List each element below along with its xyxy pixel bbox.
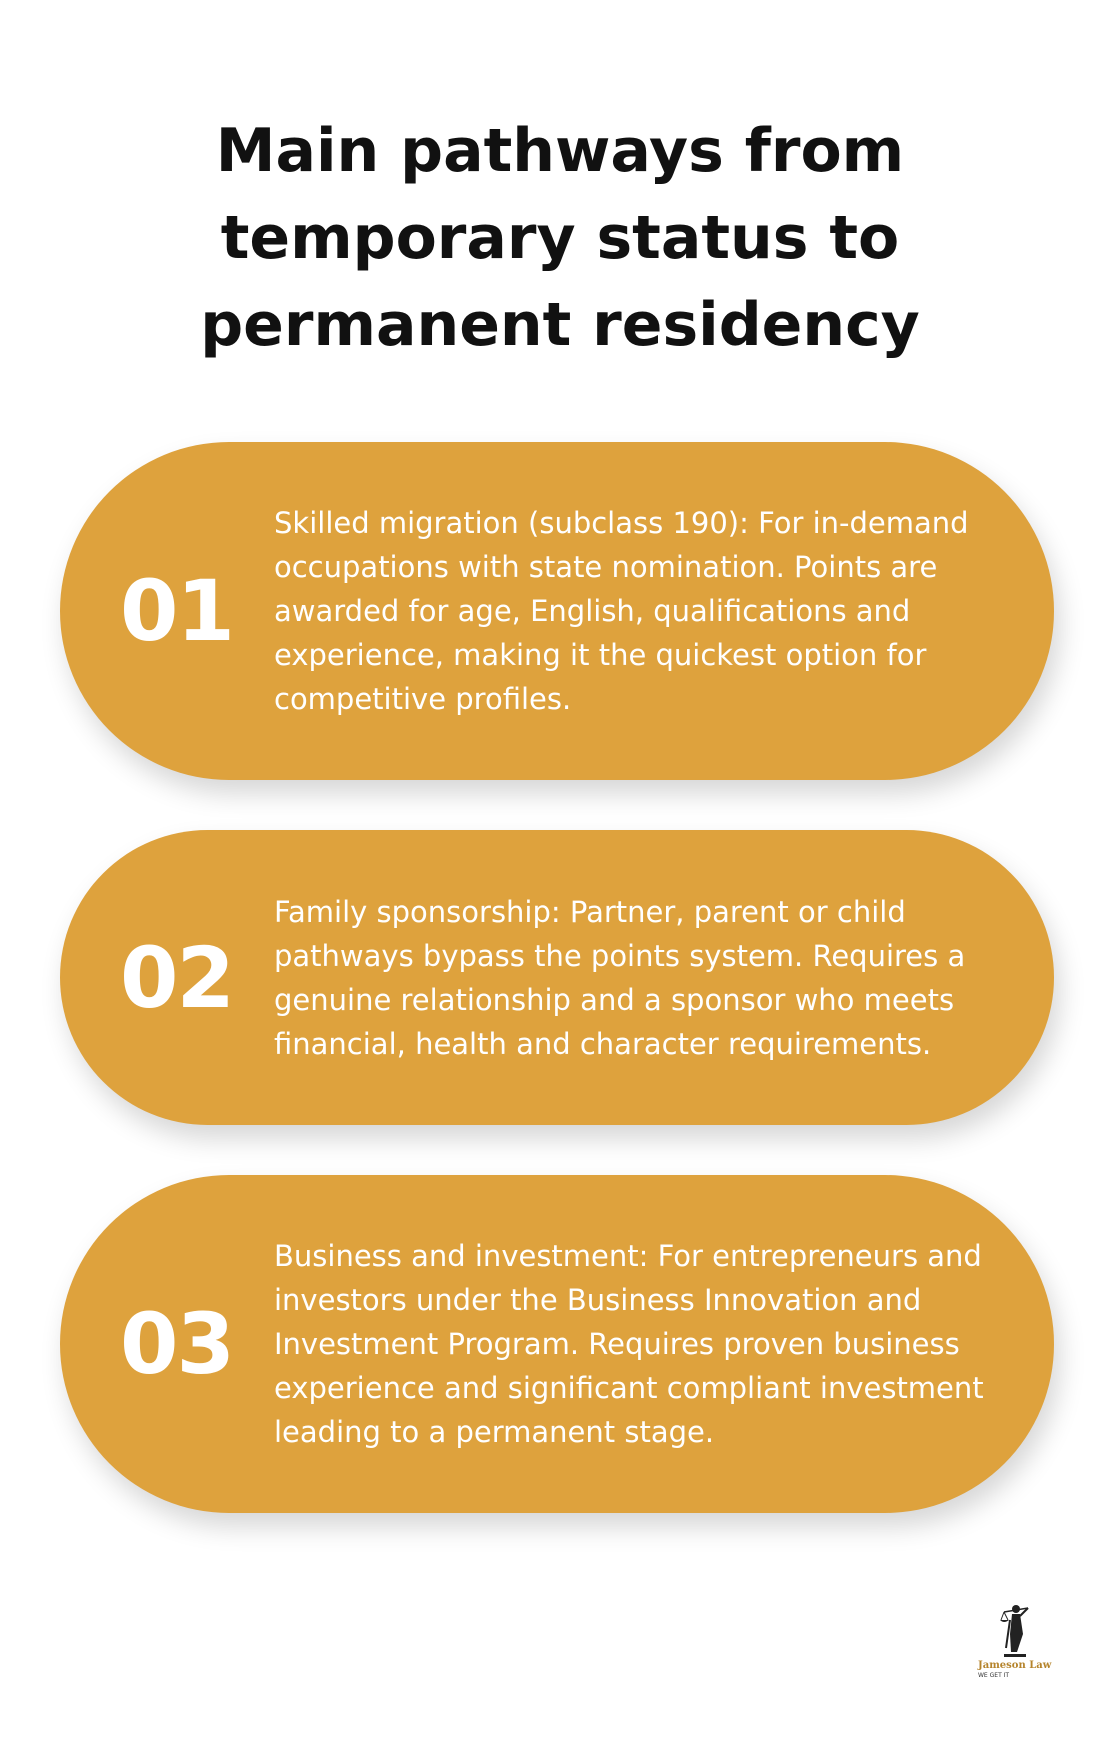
pathway-number: 02 [120, 928, 233, 1027]
pathway-card-skilled-migration [60, 442, 1054, 780]
logo-tagline: WE GET IT [978, 1672, 1010, 1679]
title-line-3: permanent residency [200, 290, 920, 360]
pathway-card-family-sponsorship [60, 830, 1054, 1125]
pathway-description: Business and investment: For entrepreneurs and investors under the Business Innovation and Investment Program. Requires proven business experience and significant compliant investment leading to a permanent stage. [274, 1239, 984, 1449]
pathway-number: 03 [120, 1295, 233, 1393]
pathway-description: Skilled migration (subclass 190): For in-demand occupations with state nomination. Points are awarded for age, English, qualifications and experience, making it the quickest option for competitive profiles. [274, 506, 969, 716]
pathway-description: Family sponsorship: Partner, parent or child pathways bypass the points system. Requires a genuine relationship and a sponsor who meets financial, health and character requirements. [274, 894, 966, 1061]
logo-name: Jameson Law [978, 1660, 1052, 1671]
title-line-1: Main pathways from [215, 116, 905, 186]
lady-justice-icon [998, 1600, 1038, 1658]
title-line-2: temporary status to [220, 203, 900, 273]
pathway-card-business-investment [60, 1175, 1054, 1513]
brand-logo [970, 1600, 1066, 1680]
pathway-number: 01 [120, 562, 233, 660]
page-title [0, 108, 1120, 369]
